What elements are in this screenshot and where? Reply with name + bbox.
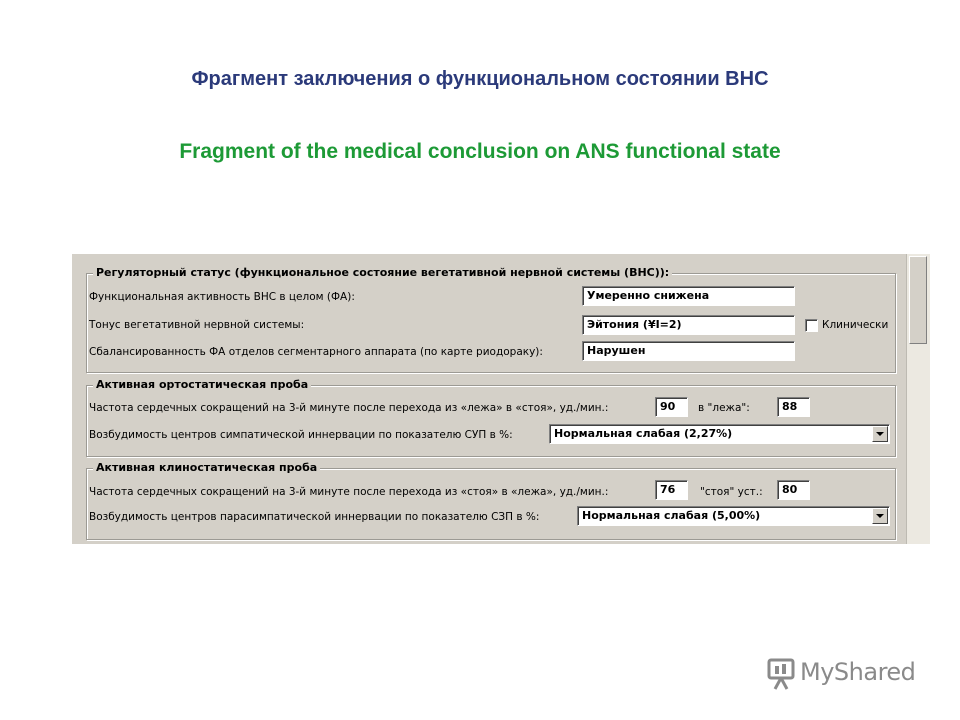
vertical-scrollbar[interactable] xyxy=(906,254,930,544)
clino-hr-field[interactable]: 76 xyxy=(655,480,688,500)
clino-excit-label: Возбудимость центров парасимпатической иннервации по показателю СЗП в %: xyxy=(89,511,540,523)
tone-field[interactable]: Эйтония (¥I=2) xyxy=(582,315,795,335)
clinostatic-test-title: Активная клиностатическая проба xyxy=(93,461,320,474)
balance-field[interactable]: Нарушен xyxy=(582,341,795,361)
presentation-icon xyxy=(766,656,798,692)
slide-title-en: Fragment of the medical conclusion on ANS functional state xyxy=(179,140,781,163)
chevron-down-icon[interactable] xyxy=(872,426,888,442)
scrollbar-thumb[interactable] xyxy=(909,256,927,344)
fa-field[interactable]: Умеренно снижена xyxy=(582,286,795,306)
ortho-excit-value: Нормальная слабая (2,27%) xyxy=(554,427,733,440)
orthostatic-test-title: Активная ортостатическая проба xyxy=(93,378,311,391)
regulatory-status-title: Регуляторный статус (функциональное состояние вегетативной нервной системы (ВНС)): xyxy=(93,266,672,279)
ortho-excit-select[interactable] xyxy=(549,424,890,444)
clino-standing-field[interactable]: 80 xyxy=(777,480,810,500)
clino-standing-label: "стоя" уст.: xyxy=(700,486,763,498)
myshared-logo xyxy=(766,656,926,696)
form-screenshot xyxy=(72,254,930,544)
clinostatic-test-group xyxy=(86,461,896,540)
ortho-excit-label: Возбудимость центров симпатической иннервации по показателю СУП в %: xyxy=(89,429,513,441)
clino-excit-select[interactable] xyxy=(577,506,890,526)
fa-label: Функциональная активность ВНС в целом (ФА): xyxy=(89,291,355,303)
balance-label: Сбалансированность ФА отделов сегментарного аппарата (по карте риодораку): xyxy=(89,346,543,358)
clinical-label: Клинически xyxy=(822,319,889,331)
clinical-checkbox[interactable] xyxy=(805,319,818,332)
myshared-text: MyShared xyxy=(800,658,916,686)
ortho-hr-label: Частота сердечных сокращений на 3-й минуте после перехода из «лежа» в «стоя», уд./мин.: xyxy=(89,402,609,414)
chevron-down-icon[interactable] xyxy=(872,508,888,524)
clino-hr-label: Частота сердечных сокращений на 3-й минуте после перехода из «стоя» в «лежа», уд./мин.: xyxy=(89,486,609,498)
tone-label: Тонус вегетативной нервной системы: xyxy=(89,319,305,331)
clino-excit-value: Нормальная слабая (5,00%) xyxy=(582,509,761,522)
slide-title-ru: Фрагмент заключения о функциональном состоянии ВНС xyxy=(191,68,769,90)
orthostatic-test-group xyxy=(86,378,896,457)
ortho-hr-field[interactable]: 90 xyxy=(655,397,688,417)
ortho-lying-field[interactable]: 88 xyxy=(777,397,810,417)
ortho-lying-label: в "лежа": xyxy=(698,402,750,414)
